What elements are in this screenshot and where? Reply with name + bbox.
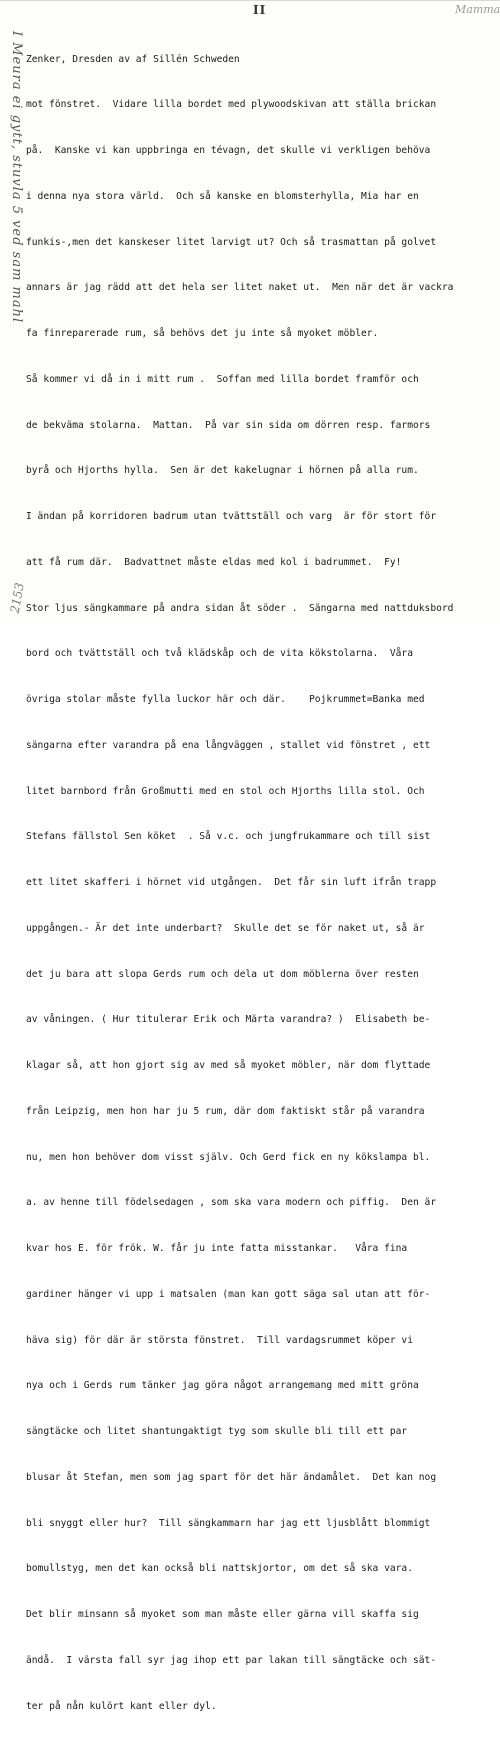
text-line: blusar åt Stefan, men som jag spart för det här ändamålet. Det kan nog [26,1471,437,1483]
text-line: bord och tvättställ och två klädskåp och de vita kökstolarna. Våra [26,648,413,660]
text-line: bli snyggt eller hur? Till sängkammarn har jag ett ljusblått blommigt [26,1517,431,1529]
handwritten-margin-note: I Meura ei gytt, stuvla 5 ved sam mahl [9,31,24,324]
text-line: av våningen. ( Hur titulerar Erik och Märta varandra? ) Elisabeth be- [26,1014,431,1026]
text-line: Stefans fällstol Sen köket . Så v.c. och jungfrukammare och till sist [26,831,431,843]
text-line: uppgången.- Är det inte underbart? Skulle det se för naket ut, så är [26,922,425,934]
text-line: bomullstyg, men det kan också bli nattskjortor, om det så ska vara. [26,1563,413,1575]
text-line: de bekväma stolarna. Mattan. På var sin sida om dörren resp. farmors [26,419,431,431]
text-line: gardiner hänger vi upp i matsalen (man kan gott säga sal utan att för- [26,1288,431,1300]
text-line: mot fönstret. Vidare lilla bordet med plywoodskivan att ställa brickan [26,99,437,111]
text-line: att få rum där. Badvattnet måste eldas med kol i badrummet. Fy! [26,556,402,568]
text-line: från Leipzig, men hon har ju 5 rum, där dom faktiskt står på varandra [26,1105,425,1117]
text-line: sängarna efter varandra på ena långväggen , stallet vid fönstret , ett [26,739,431,751]
text-line: på. Kanske vi kan uppbringa en tévagn, det skulle vi verkligen behöva [26,145,431,156]
text-line: annars är jag rädd att det hela ser litet naket ut. Men när det är vackra [26,282,454,294]
text-line: i denna nya stora värld. Och så kanske en blomsterhylla, Mia har en [26,190,419,202]
text-line: Zenker, Dresden av af Sillén Schweden [26,53,240,65]
text-line: nya och i Gerds rum tänker jag göra något arrangemang med mitt gröna [26,1380,419,1392]
corner-scribble: Mamma [455,3,500,16]
text-line: ett litet skafferi i hörnet vid utgången. Det får sin luft ifrån trapp [26,877,437,888]
text-line: det ju bara att slopa Gerds rum och dela ut dom möblerna över resten [26,968,419,980]
text-line: Stor ljus sängkammare på andra sidan åt söder . Sängarna med nattduksbord [26,602,454,614]
text-line: klagar så, att hon gjort sig av med så myoket möbler, när dom flyttade [26,1060,431,1071]
text-line: övriga stolar måste fylla luckor här och där. Pojkrummet=Banka med [26,694,425,705]
text-line: byrå och Hjorths hylla. Sen är det kakelugnar i hörnen på alla rum. [26,465,419,477]
text-line: funkis-,men det kanskeser litet larvigt ut? Och så trasmattan på golvet [26,236,437,248]
page-roman-numeral: II [253,3,267,17]
text-line: nu, men hon behöver dom visst själv. Och Gerd fick en ny kökslampa bl. [26,1151,431,1163]
text-line: ter på nån kulört kant eller dyl. [26,1700,217,1712]
text-line: Det blir minsann så myoket som man måste eller gärna vill skaffa sig [26,1609,419,1620]
text-line: sängtäcke och litet shantungaktigt tyg som skulle bli till ett par [26,1426,408,1437]
text-line: I ändan på korridoren badrum utan tvättställ och varg är för stort för [26,511,437,522]
text-line: Så kommer vi då in i mitt rum . Soffan med lilla bordet framför och [26,373,419,385]
text-line: kvar hos E. för frök. W. får ju inte fatta misstankar. Våra fina [26,1243,408,1254]
text-line: ändå. I värsta fall syr jag ihop ett par lakan till sängtäcke och sät- [26,1654,437,1666]
text-line: fa finreparerade rum, så behövs det ju inte så myoket möbler. [26,328,379,339]
typed-letter-body [26,21,498,1744]
text-line: häva sig) för där är största fönstret. Till vardagsrummet köper vi [26,1334,413,1346]
text-line: a. av henne till födelsedagen , som ska vara modern och piffig. Den är [26,1197,437,1209]
text-line: litet barnbord från Großmutti med en stol och Hjorths lilla stol. Och [26,785,425,797]
handwritten-page-number: 2153 [7,581,27,615]
